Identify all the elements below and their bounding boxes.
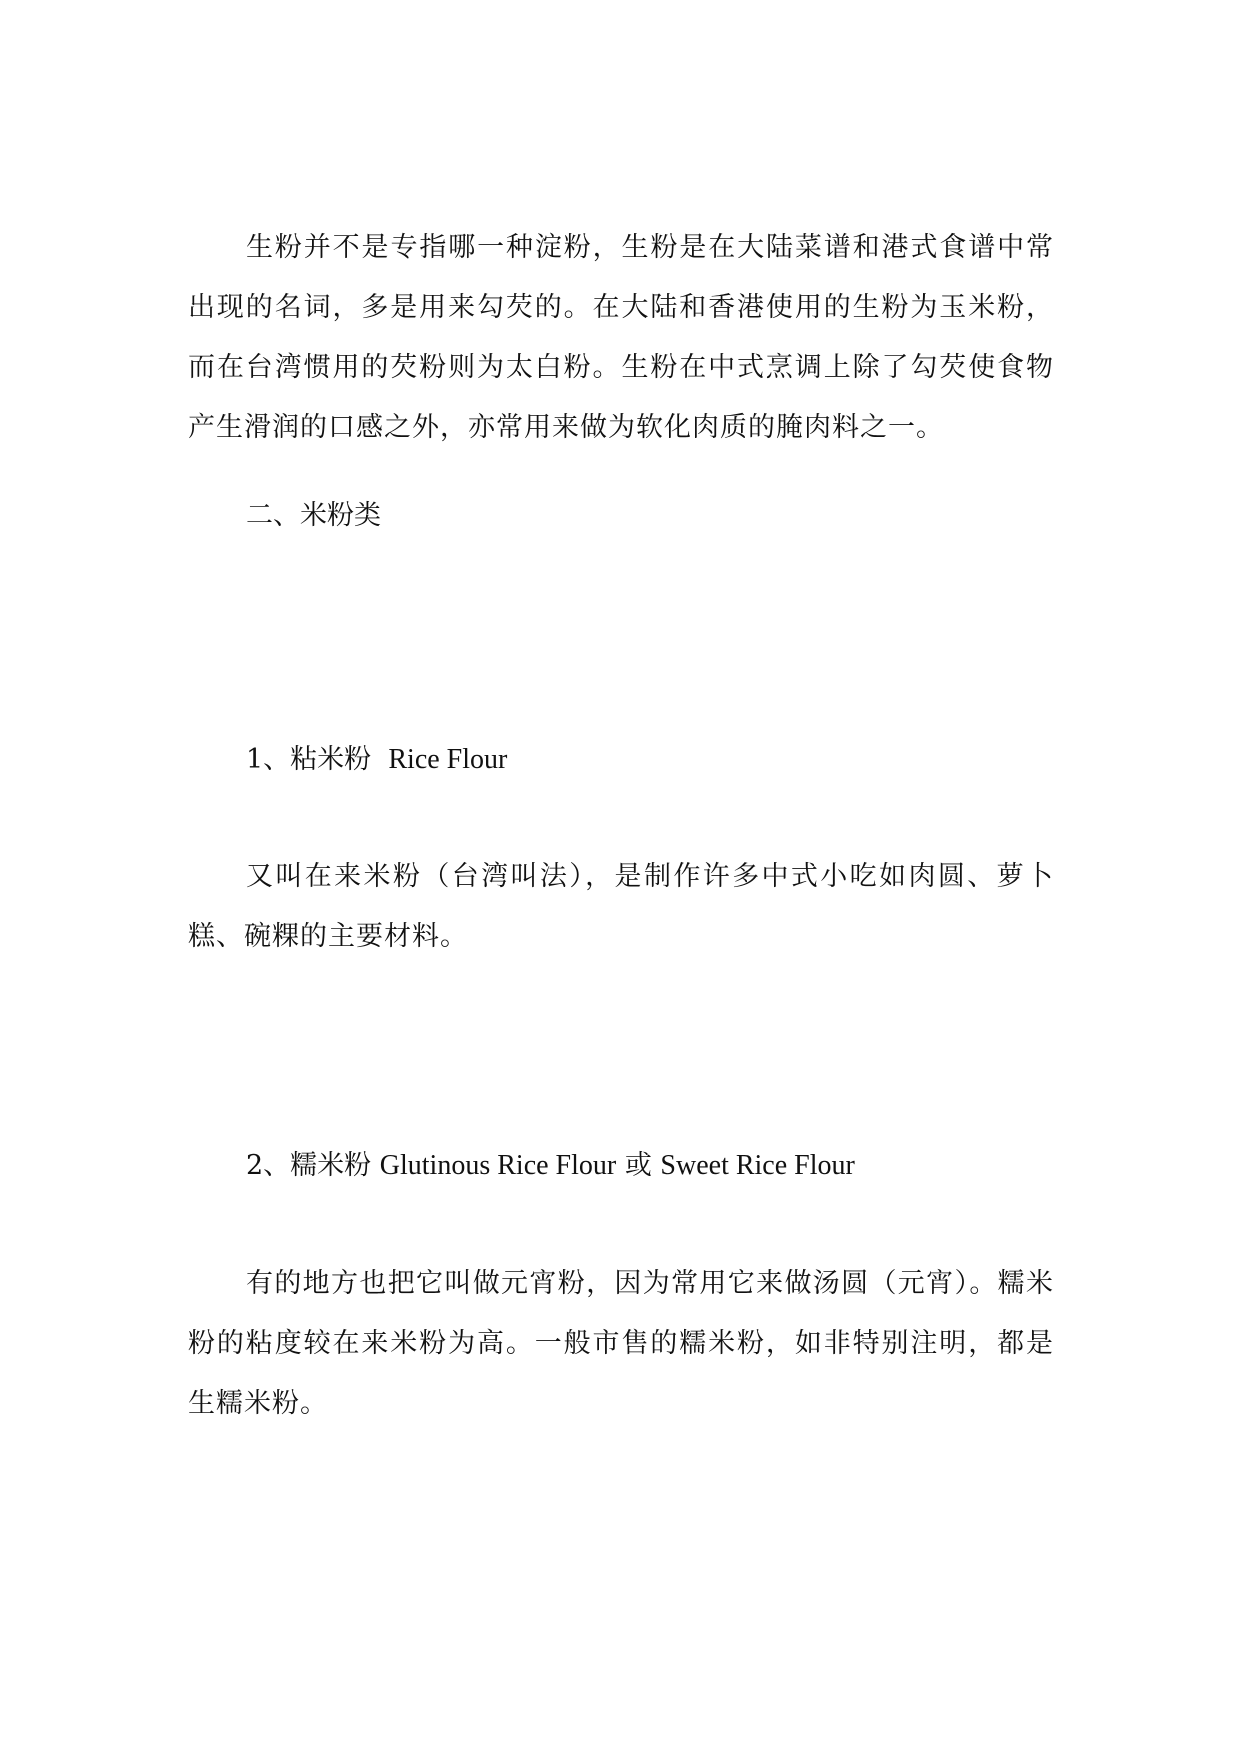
section-heading-rice-flours: 二、米粉类 [246, 500, 381, 531]
starch-paragraph: 生粉并不是专指哪一种淀粉，生粉是在大陆菜谱和港式食谱中常出现的名词，多是用来勾芡的。在大陆和香港使用的生粉为玉米粉，而在台湾惯用的芡粉则为太白粉。生粉在中式烹调上除了勾芡使食物产生滑润的口感之外，亦常用来做为软化肉质的腌肉料之一。 [188, 232, 1054, 443]
item-heading-connector: 或 [624, 1150, 652, 1181]
item-heading-rice-flour [246, 730, 507, 790]
item-heading-rice-flour-english: Rice Flour [388, 744, 508, 775]
item-heading-glutinous-chinese: 2、糯米粉 [246, 1150, 372, 1181]
glutinous-rice-flour-description: 有的地方也把它叫做元宵粉，因为常用它来做汤圆（元宵）。糯米粉的粘度较在来米粉为高。一般市售的糯米粉，如非特别注明，都是生糯米粉。 [188, 1268, 1054, 1419]
item-heading-rice-flour-chinese: 1、粘米粉 [246, 744, 372, 775]
item-heading-glutinous-rice-flour [246, 1136, 855, 1196]
rice-flour-description: 又叫在来米粉（台湾叫法），是制作许多中式小吃如肉圆、萝卜糕、碗粿的主要材料。 [188, 861, 1054, 952]
item-heading-glutinous-english: Glutinous Rice Flour [379, 1150, 617, 1181]
item-heading-sweet-english: Sweet Rice Flour [660, 1150, 855, 1181]
